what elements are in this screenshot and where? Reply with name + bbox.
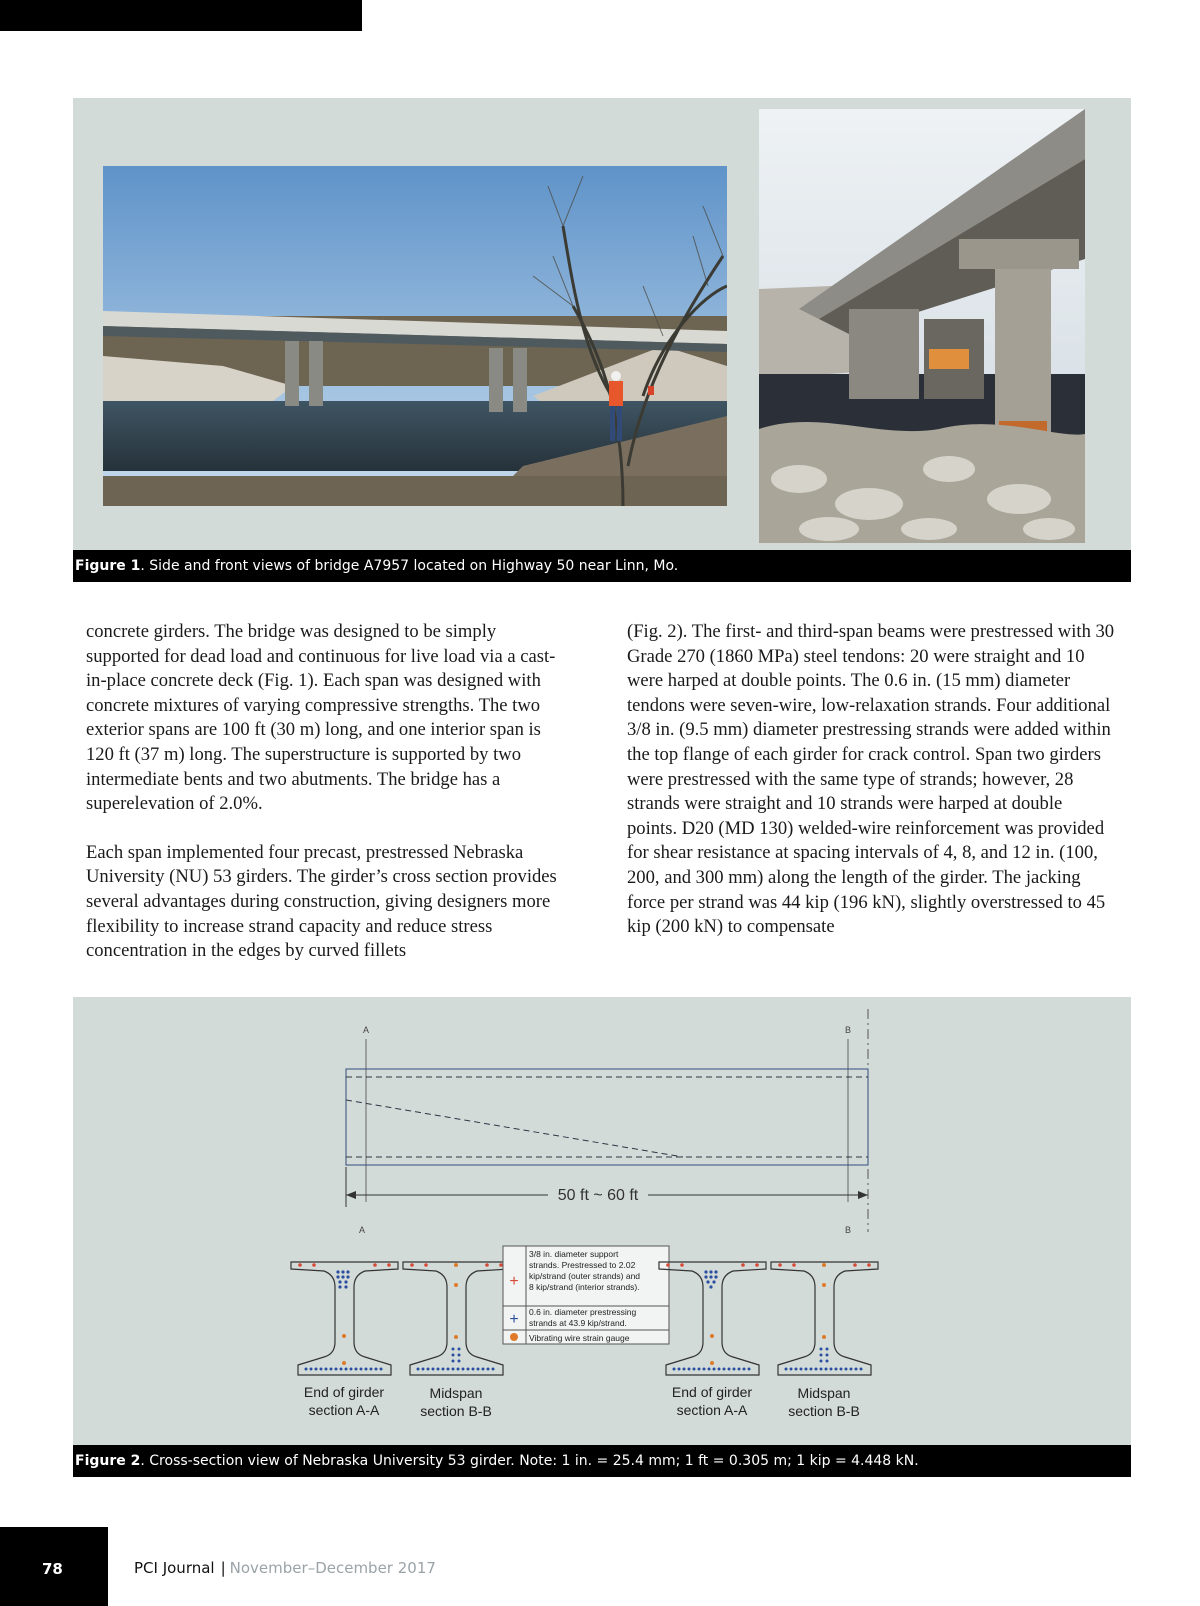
diagram-legend [503,1246,669,1344]
top-black-bar [0,0,362,31]
figure-2-caption-label: Figure 2 [75,1453,141,1469]
figure-1-caption-label: Figure 1 [75,558,141,574]
bridge-side-view-photo [103,166,727,506]
girder-diagram [73,997,1131,1445]
legend-item1-line4: 8 kip/strand (interior strands). [529,1282,640,1292]
girder-section-mid-1 [403,1262,510,1375]
section-a-top-label: A [363,1025,370,1035]
legend-red-plus-icon: + [509,1273,519,1290]
section-label-mid-2-line1: Midspan [797,1385,851,1401]
section-label-mid-1-line2: section B-B [420,1403,492,1419]
figure-2-caption-text: . Cross-section view of Nebraska University 53 girder. Note: 1 in. = 25.4 mm; 1 ft = 0.305 m; 1 kip = 4.448 kN. [140,1453,919,1469]
section-label-mid-2-line2: section B-B [788,1403,860,1419]
journal-name: PCI Journal [134,1559,215,1577]
figure-2 [73,997,1131,1477]
legend-orange-dot-icon [510,1333,518,1341]
legend-item1-line2: strands. Prestressed to 2.02 [529,1260,636,1270]
girder-section-end-2 [659,1262,766,1375]
issue-date: November–December 2017 [229,1559,436,1577]
span-length-label: 50 ft ~ 60 ft [557,1187,639,1204]
bridge-front-view-photo [759,109,1085,543]
section-label-end-1-line1: End of girder [303,1384,385,1400]
section-a-bottom-label: A [359,1225,366,1235]
body-column-right [627,620,1115,940]
running-footer [134,1559,436,1577]
section-b-bottom-label: B [845,1225,852,1235]
girder-elevation [346,1009,868,1235]
legend-item1-line1: 3/8 in. diameter support [529,1249,619,1259]
legend-blue-plus-icon: + [509,1311,519,1328]
figure-1-caption-text: . Side and front views of bridge A7957 located on Highway 50 near Linn, Mo. [140,558,679,574]
section-label-mid-1-line1: Midspan [429,1385,483,1401]
legend-item1-line3: kip/strand (outer strands) and [529,1271,641,1281]
girder-section-end-1 [291,1262,398,1375]
legend-item3: Vibrating wire strain gauge [529,1333,630,1343]
paragraph-left-1: concrete girders. The bridge was designed to be simply supported for dead load and continuous for live load via a cast-in-place concrete deck (Fig. 1). Each span was designed with concrete mixtures of varying compressive strengths. The two exterior spans are 100 ft (30 m) long, and one interior span is 120 ft (37 m) long. The superstructure is supported by two intermediate bents and two abutments. The bridge has a superelevation of 2.0%. [86,621,556,815]
figure-1-caption [73,550,1131,582]
girder-section-mid-2 [771,1262,878,1375]
figure-2-caption [73,1445,1131,1477]
section-label-end-2-line2: section A-A [676,1402,748,1418]
legend-item2-line1: 0.6 in. diameter prestressing [529,1307,637,1317]
section-b-top-label: B [845,1025,852,1035]
page-number: 78 [42,1560,63,1578]
figure-1 [73,98,1131,582]
paragraph-right-1: (Fig. 2). The first- and third-span beams were prestressed with 30 Grade 270 (1860 MPa) steel tendons: 20 were straight and 10 were harped at double points. The 0.6 in. (15 mm) diameter tendons were seven-wire, low-relaxation strands. Four additional 3/8 in. (9.5 mm) diameter prestressing strands were added within the top flange of each girder for crack control. Span two girders were prestressed with the same type of strands; however, 28 strands were straight and 10 strands were harped at double points. D20 (MD 130) welded-wire reinforcement was provided for shear resistance at spacing intervals of 4, 8, and 12 in. (100, 200, and 300 mm) along the length of the girder. The jacking force per strand was 44 kip (196 kN), slightly overstressed to 45 kip (200 kN) to compensate [627,621,1115,938]
section-label-end-1-line2: section A-A [308,1402,380,1418]
body-column-left [86,620,558,964]
section-label-end-2-line1: End of girder [671,1384,753,1400]
paragraph-left-2: Each span implemented four precast, prestressed Nebraska University (NU) 53 girders. The girder’s cross section provides several advantages during construction, giving designers more flexibility to increase strand capacity and reduce stress concentration in the edges by curved fillets [86,841,557,962]
legend-item2-line2: strands at 43.9 kip/strand. [529,1318,627,1328]
footer-separator: | [220,1559,226,1577]
